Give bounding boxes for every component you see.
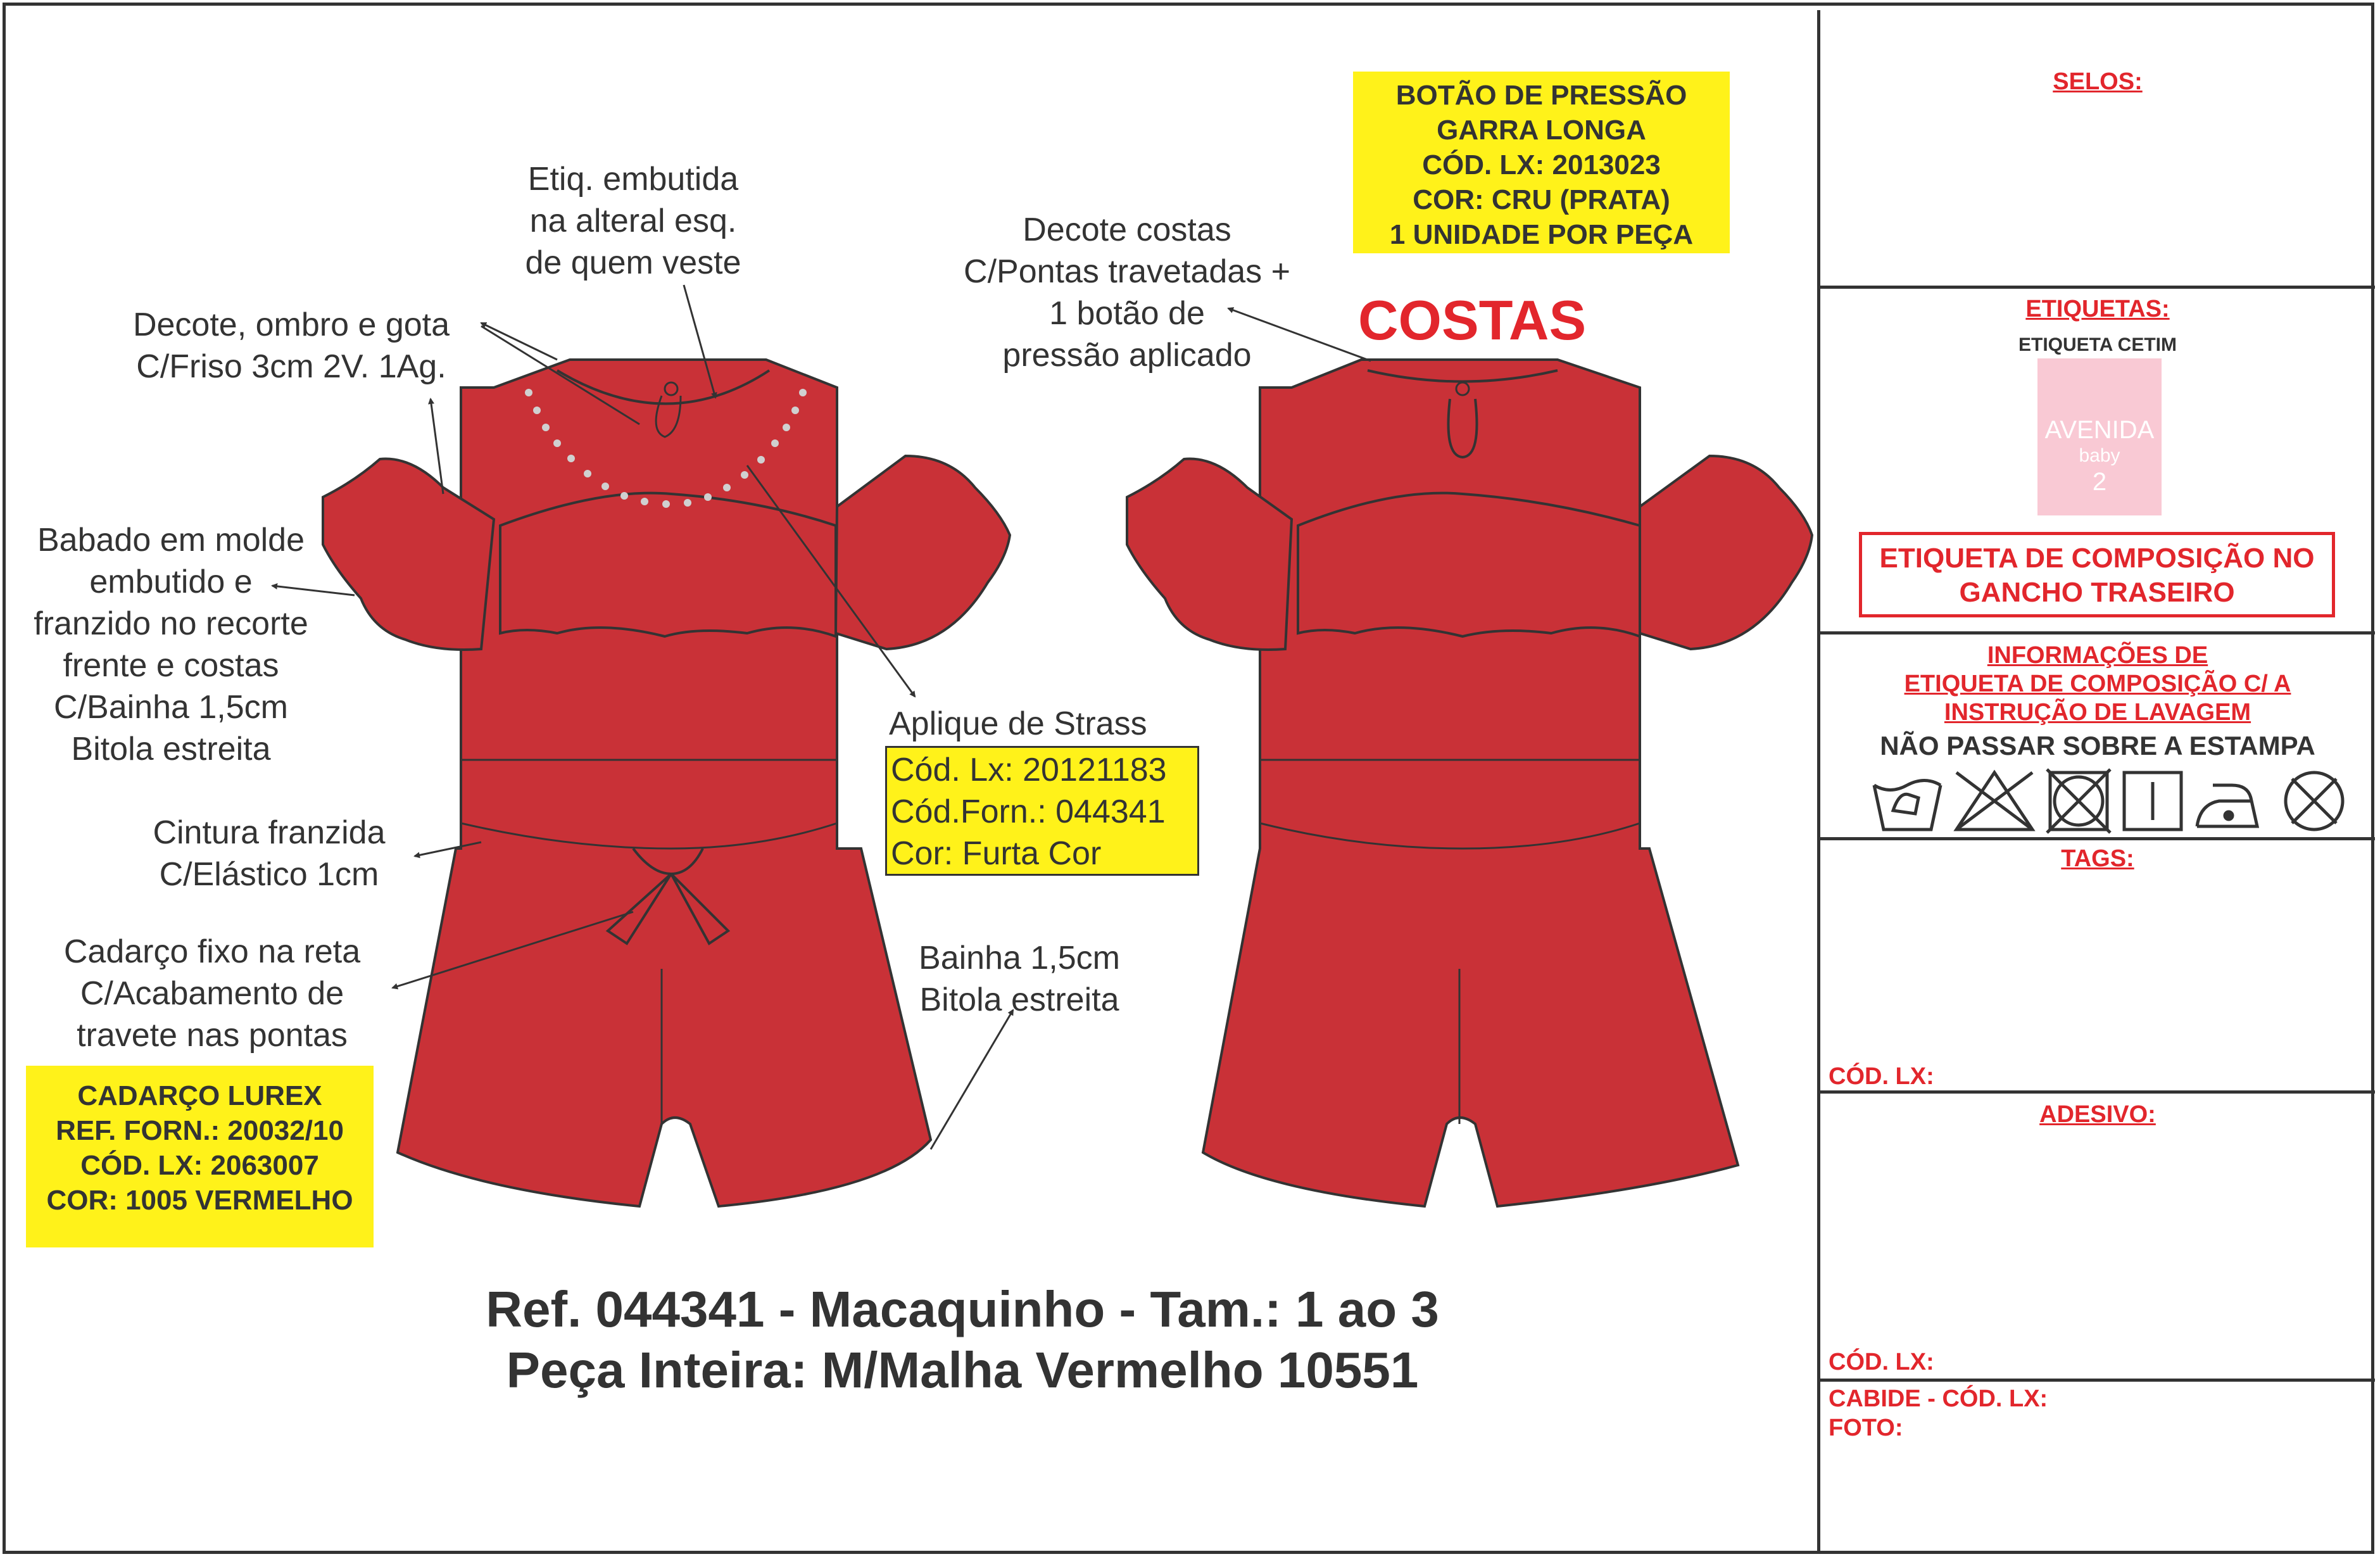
annotation-bainha: Bainha 1,5cm Bitola estreita: [919, 940, 1120, 1018]
strass-title: Aplique de Strass: [889, 705, 1147, 742]
section-tags: [1820, 840, 2375, 1094]
composicao-box: ETIQUETA DE COMPOSIÇÃO NO GANCHO TRASEIRO: [1859, 532, 2335, 617]
hand-wash-icon: [1874, 781, 1941, 830]
product-title-line2: Peça Inteira: M/Malha Vermelho 10551: [506, 1342, 1419, 1398]
product-title-line1: Ref. 044341 - Macaquinho - Tam.: 1 ao 3: [486, 1281, 1439, 1337]
cod-lx-adesivo: CÓD. LX:: [1829, 1349, 1934, 1375]
annotation-cintura: Cintura franzida C/Elástico 1cm: [153, 814, 386, 893]
cabide-cod-lx: CABIDE - CÓD. LX:: [1829, 1385, 2048, 1412]
selos-heading: SELOS:: [2053, 68, 2143, 95]
no-tumble-dry-icon: [2047, 769, 2110, 833]
cod-lx-tags: CÓD. LX:: [1829, 1063, 1934, 1090]
brand-name: AVENIDA: [2044, 416, 2155, 444]
section-selos: [1820, 10, 2375, 289]
annotation-decote-costas: Decote costas C/Pontas travetadas + 1 botão de pressão aplicado: [964, 211, 1290, 374]
strass-line: Cor: Furta Cor: [891, 835, 1102, 872]
strass-line: Cód.Forn.: 044341: [891, 793, 1166, 830]
foto-label: FOTO:: [1829, 1415, 1903, 1441]
brand-sub: baby: [2079, 445, 2120, 466]
adesivo-heading: ADESIVO:: [2039, 1101, 2156, 1128]
no-bleach-icon: [1956, 773, 2032, 830]
informacoes-line1: INFORMAÇÕES DE: [1987, 642, 2208, 669]
informacoes-line3: INSTRUÇÃO DE LAVAGEM: [1944, 699, 2251, 726]
strass-line: Cód. Lx: 20121183: [891, 752, 1167, 788]
care-icons: [1871, 766, 2352, 836]
costas-label: COSTAS: [1358, 289, 1587, 351]
brand-size: 2: [2092, 468, 2107, 496]
annotation-decote-ombro: Decote, ombro e gota C/Friso 3cm 2V. 1Ag.: [132, 306, 450, 385]
product-title: [405, 1279, 1520, 1401]
botao-pressao-box: BOTÃO DE PRESSÃO GARRA LONGA CÓD. LX: 2013023 COR: CRU (PRATA) 1 UNIDADE POR PEÇA: [1353, 72, 1730, 253]
informacoes-line2: ETIQUETA DE COMPOSIÇÃO C/ A: [1904, 671, 2291, 697]
etiquetas-heading: ETIQUETAS:: [2025, 296, 2170, 322]
tags-heading: TAGS:: [2061, 845, 2134, 872]
nao-passar-text: NÃO PASSAR SOBRE A ESTAMPA: [1880, 731, 2315, 761]
cadarco-lurex-box: CADARÇO LUREX REF. FORN.: 20032/10 CÓD. LX: 2063007 COR: 1005 VERMELHO: [26, 1066, 374, 1247]
brand-label-swatch: [2037, 358, 2162, 515]
annotation-etiq: Etiq. embutida na alteral esq. de quem veste: [525, 161, 741, 281]
annotation-babado: Babado em molde embutido e franzido no recorte frente e costas C/Bainha 1,5cm Bitola estreita: [34, 522, 308, 767]
strass-info-box: [885, 746, 1199, 876]
section-adesivo: [1820, 1094, 2375, 1382]
etiqueta-cetim-label: ETIQUETA CETIM: [2018, 334, 2177, 355]
no-dry-clean-icon: [2286, 773, 2343, 830]
line-dry-icon: [2124, 773, 2181, 830]
iron-low-icon: [2197, 785, 2257, 826]
annotation-cadarco: Cadarço fixo na reta C/Acabamento de travete nas pontas: [63, 933, 361, 1054]
back-view: [1127, 360, 1812, 1206]
